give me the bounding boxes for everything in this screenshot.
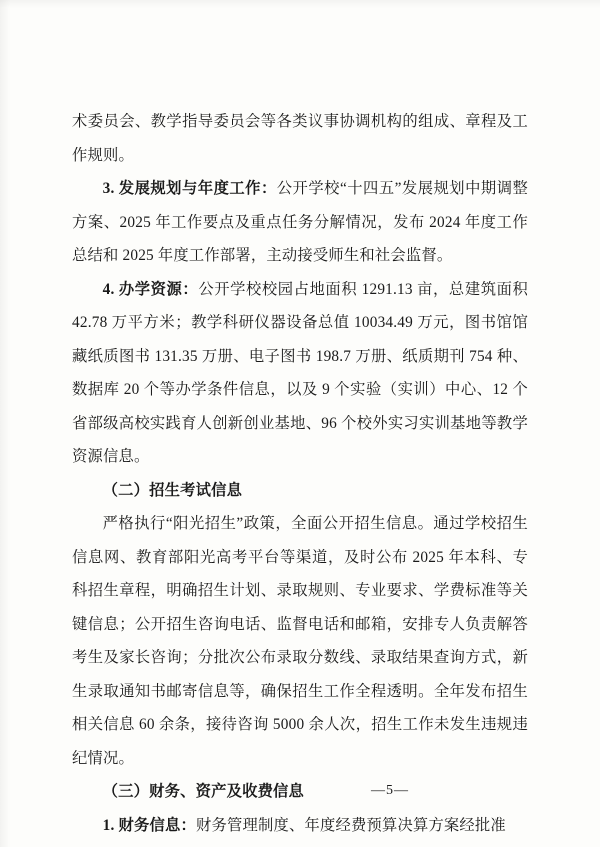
- paragraph-item-4-text: 公开学校校园占地面积 1291.13 亩，总建筑面积 42.78 万平方米；教学科研仪器设备总值 10034.49 万元，图书馆馆藏纸质图书 131.35 万册、电子图书 198.7 万册、纸质期刊 754 种、数据库 20 个等办学条件信息，以及 9 个实验（实训）中心、12 个省部级高校实践育人创新创业基地、96 个校外实习实训基地等教学资源信息。: [72, 280, 528, 465]
- document-body: [72, 105, 528, 842]
- paragraph-finance-item-1-text: 财务管理制度、年度经费预算决算方案经批准: [195, 816, 506, 834]
- paragraph-finance-item-1-heading: 1. 财务信息：: [102, 816, 196, 834]
- section-heading-enrollment: （二）招生考试信息: [102, 481, 243, 499]
- page-edge-shadow-left: [0, 0, 10, 847]
- paragraph-continuation: 术委员会、教学指导委员会等各类议事协调机构的组成、章程及工作规则。: [72, 113, 528, 164]
- page-number: —5—: [371, 783, 409, 798]
- section-heading-finance: （三）财务、资产及收费信息: [102, 783, 305, 800]
- paragraph-item-3-text: 公开学校“十四五”发展规划中期调整方案、2025 年工作要点及重点任务分解情况，发布 2024 年度工作总结和 2025 年度工作部署，主动接受师生和社会监督。: [72, 180, 528, 264]
- page-edge-shadow-top: [0, 0, 600, 8]
- paragraph-enrollment-body: 严格执行“阳光招生”政策，全面公开招生信息。通过学校招生信息网、教育部阳光高考平台等渠道，及时公布 2025 年本科、专科招生章程，明确招生计划、录取规则、专业要求、学费标准等关键信息；公开招生咨询电话、监督电话和邮箱，安排专人负责解答考生及家长咨询；分批次公布录取分数线、录取结果查询方式，新生录取通知书邮寄信息等，确保招生工作全程透明。全年发布招生相关信息 60 余条，接待咨询 5000 余人次，招生工作未发生违规违纪情况。: [72, 515, 528, 767]
- paragraph-item-4: [72, 273, 528, 474]
- paragraph-item-4-heading: 4. 办学资源：: [102, 280, 199, 298]
- paragraph-item-3-heading: 3. 发展规划与年度工作：: [102, 180, 277, 197]
- paragraph-item-3: [72, 172, 528, 273]
- paragraph-finance-item-1: [72, 809, 528, 843]
